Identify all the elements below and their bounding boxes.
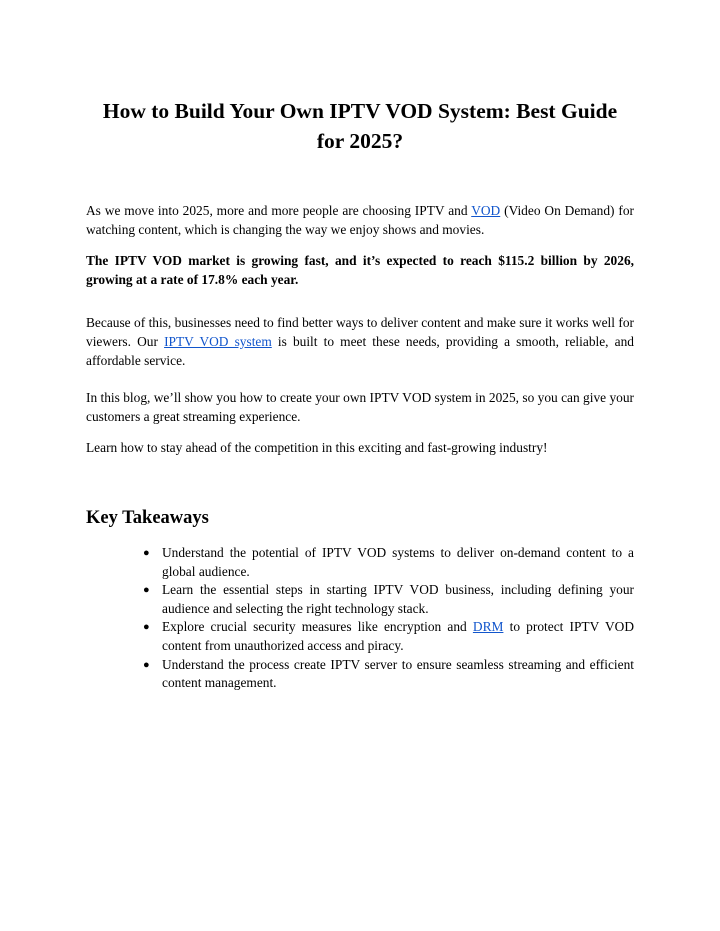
iptv-vod-system-link[interactable]: IPTV VOD system	[164, 333, 272, 349]
learn-paragraph: Learn how to stay ahead of the competition in this exciting and fast-growing industry!	[86, 440, 548, 456]
list-item-text-end: to protect IPTV VOD content from unauthorized access and piracy.	[162, 619, 634, 653]
list-item	[143, 544, 634, 581]
intro-paragraph	[86, 202, 634, 239]
key-takeaways-list	[86, 544, 634, 693]
blog-paragraph: In this blog, we’ll show you how to create your own IPTV VOD system in 2025, so you can give your customers a great streaming experience.	[86, 390, 634, 424]
bullet-icon: ●	[143, 621, 150, 634]
drm-link[interactable]: DRM	[472, 619, 504, 635]
list-item-text: Understand the process create IPTV server to ensure seamless streaming and efficient content management.	[162, 656, 634, 691]
vod-link[interactable]: VOD	[471, 203, 501, 218]
because-paragraph	[86, 314, 634, 370]
list-item	[143, 656, 634, 693]
bullet-icon: ●	[143, 546, 150, 559]
because-text-start: Because of this, businesses need to find better ways to deliver content and make sure it works well for viewers. Our	[86, 315, 634, 349]
bullet-icon: ●	[143, 584, 150, 597]
document-page	[86, 96, 634, 693]
bullet-icon: ●	[143, 658, 150, 671]
key-takeaways-heading: Key Takeaways	[86, 507, 209, 528]
market-stat-paragraph: The IPTV VOD market is growing fast, and it’s expected to reach $115.2 billion by 2026, growing at a rate of 17.8% each year.	[86, 253, 634, 287]
list-item-text-start: Explore crucial security measures like encryption and	[162, 619, 473, 635]
list-item	[143, 581, 634, 618]
intro-text-start: As we move into 2025, more and more people are choosing IPTV and	[86, 203, 472, 218]
list-item-text: Understand the potential of IPTV VOD systems to deliver on-demand content to a global audience.	[162, 544, 634, 579]
document-title: How to Build Your Own IPTV VOD System: Best Guide for 2025?	[102, 99, 618, 153]
intro-text-end: (Video On Demand) for watching content, which is changing the way we enjoy shows and movies.	[86, 203, 634, 237]
because-text-end: is built to meet these needs, providing a smooth, reliable, and affordable service.	[86, 333, 634, 368]
list-item	[143, 618, 634, 655]
list-item-text: Learn the essential steps in starting IPTV VOD business, including defining your audience and selecting the right technology stack.	[162, 582, 634, 616]
